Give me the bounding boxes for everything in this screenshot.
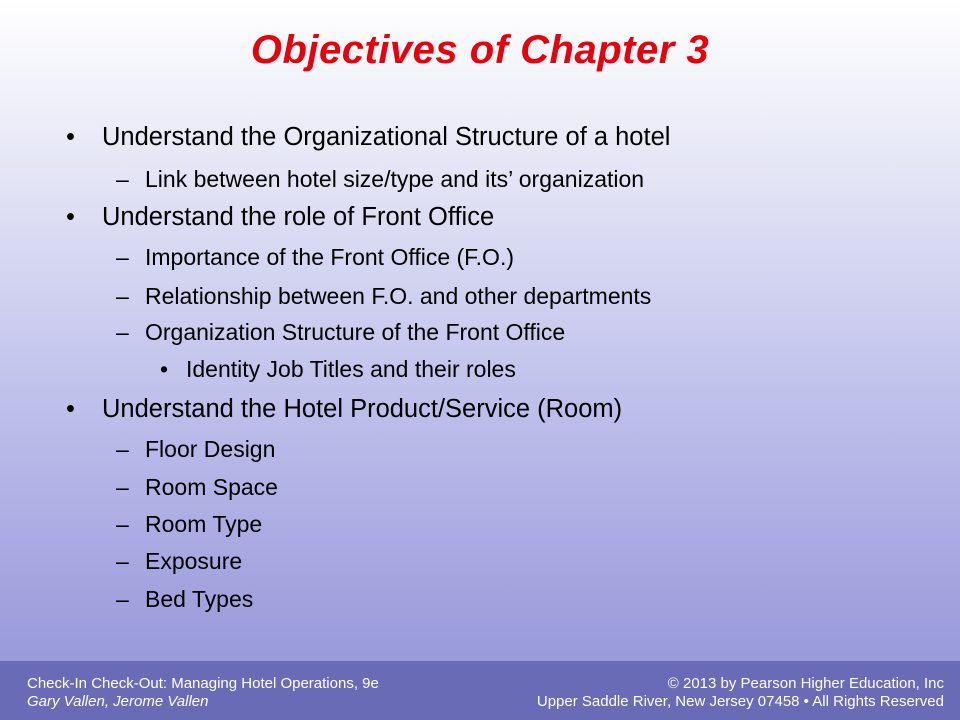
footer-book-title: Check-In Check-Out: Managing Hotel Operations, 9e xyxy=(27,675,379,692)
bullet-item xyxy=(66,203,494,232)
sub-bullet-text: Room Space xyxy=(145,474,278,500)
bullet-marker: • xyxy=(66,395,75,423)
sub-bullet-text: Link between hotel size/type and its’ organization xyxy=(145,166,645,192)
dash-marker: – xyxy=(116,548,129,574)
sub-bullet-text: Exposure xyxy=(145,548,243,574)
sub-bullet-text: Relationship between F.O. and other departments xyxy=(145,283,652,309)
sub-bullet-item xyxy=(116,244,514,271)
bullet-item xyxy=(66,395,622,424)
sub-bullet-item xyxy=(116,166,644,193)
bullet-text: Understand the Hotel Product/Service (Room) xyxy=(102,395,623,423)
sub-bullet-text: Room Type xyxy=(145,511,263,537)
sub-bullet-item xyxy=(116,586,253,613)
footer-authors: Gary Vallen, Jerome Vallen xyxy=(27,693,209,710)
dash-marker: – xyxy=(116,244,129,270)
dash-marker: – xyxy=(116,511,129,537)
sub-sub-bullet-text: Identity Job Titles and their roles xyxy=(186,356,516,382)
sub-bullet-text: Organization Structure of the Front Office xyxy=(145,319,566,345)
sub-bullet-item xyxy=(116,511,262,538)
sub-bullet-item xyxy=(116,436,275,463)
footer-copyright: © 2013 by Pearson Higher Education, Inc xyxy=(667,675,944,692)
dash-marker: – xyxy=(116,166,129,192)
bullet-marker: • xyxy=(66,203,75,231)
bullet-text: Understand the Organizational Structure of a hotel xyxy=(102,123,671,151)
sub-bullet-text: Importance of the Front Office (F.O.) xyxy=(145,244,514,270)
dash-marker: – xyxy=(116,586,129,612)
dash-marker: – xyxy=(116,319,129,345)
dash-marker: – xyxy=(116,474,129,500)
footer-book-info xyxy=(27,675,379,711)
dash-marker: – xyxy=(116,283,129,309)
slide-title: Objectives of Chapter 3 xyxy=(250,28,710,72)
sub-bullet-item xyxy=(116,319,565,346)
footer-publisher-info xyxy=(537,675,944,711)
bullet-text: Understand the role of Front Office xyxy=(102,203,495,231)
bullet-marker: • xyxy=(160,356,169,382)
sub-bullet-item xyxy=(116,548,242,575)
sub-sub-bullet-item xyxy=(160,356,516,383)
footer-address: Upper Saddle River, New Jersey 07458 • All Rights Reserved xyxy=(536,693,944,710)
footer-bar xyxy=(0,661,960,720)
bullet-item xyxy=(66,123,670,152)
sub-bullet-text: Bed Types xyxy=(145,586,254,612)
sub-bullet-item xyxy=(116,474,278,501)
sub-bullet-text: Floor Design xyxy=(145,436,276,462)
bullet-marker: • xyxy=(66,123,75,151)
sub-bullet-item xyxy=(116,283,651,310)
dash-marker: – xyxy=(116,436,129,462)
